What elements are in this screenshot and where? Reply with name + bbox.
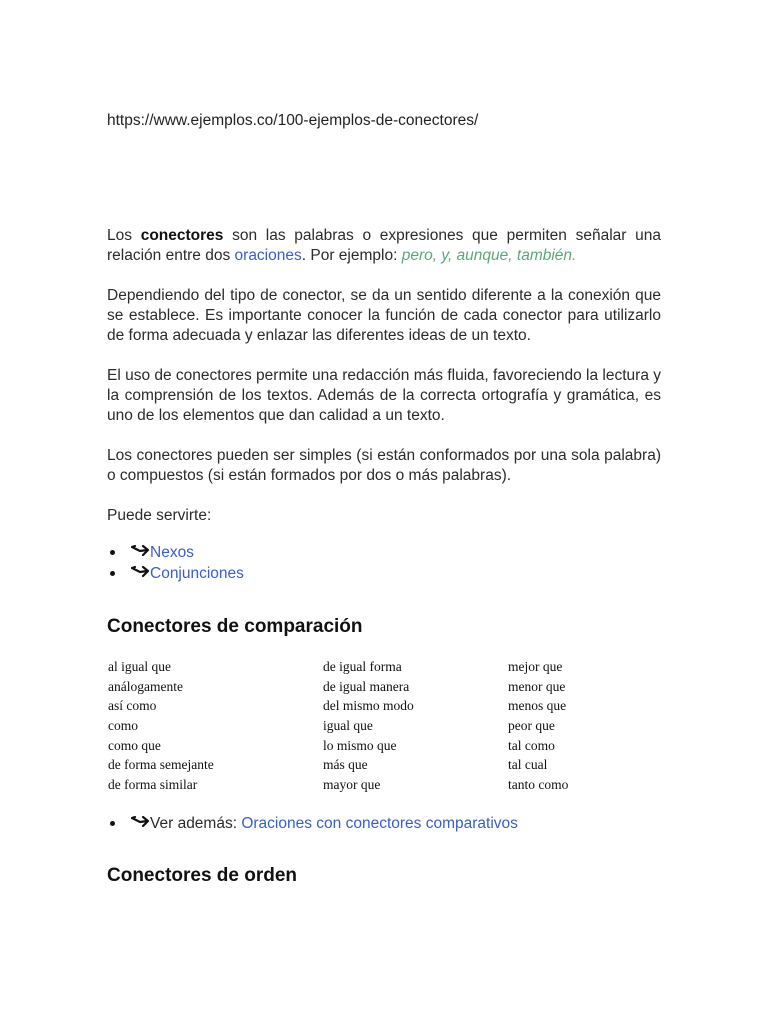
table-row [107, 716, 628, 736]
intro-paragraph [107, 226, 661, 266]
see-also-label: Ver además: [150, 814, 238, 832]
table-row [107, 736, 628, 756]
intro-after-link: . Por ejemplo: [301, 247, 398, 264]
comparative-sentences-link[interactable]: Oraciones con conectores comparativos [241, 814, 518, 832]
table-row [107, 677, 628, 697]
article-body [107, 226, 661, 887]
conjunciones-link[interactable]: Conjunciones [150, 565, 244, 582]
table-cell: así como [108, 698, 157, 714]
table-cell: lo mismo que [323, 737, 397, 753]
table-cell: tanto como [508, 776, 569, 792]
arrow-right-icon [131, 815, 150, 829]
table-cell: menos que [508, 698, 567, 714]
table-cell: más que [323, 757, 368, 773]
arrow-right-icon [131, 544, 150, 558]
section-title-order: Conectores de orden [107, 864, 298, 886]
list-item [131, 542, 661, 563]
table-cell: igual que [323, 717, 373, 733]
table-cell: análogamente [108, 678, 183, 694]
related-label: Puede servirte: [107, 507, 212, 524]
table-row [107, 775, 628, 795]
table-row [107, 755, 628, 775]
table-cell: peor que [508, 717, 555, 733]
section-title-comparison: Conectores de comparación [107, 616, 363, 637]
arrow-right-icon [131, 565, 150, 579]
paragraph-1: Dependiendo del tipo de conector, se da un sentido diferente a la conexión que se establece. Es importante conocer la función de cada conector para utilizarlo de forma adecuada y enlazar las diferentes ideas de un texto. [107, 287, 661, 344]
table-row [107, 657, 628, 677]
intro-lead: Los [107, 227, 132, 244]
nexos-link[interactable]: Nexos [150, 544, 194, 561]
list-item [131, 563, 661, 584]
table-cell: del mismo modo [323, 698, 414, 714]
intro-middle: son las palabras o expresiones que permiten señalar una relación entre dos [107, 227, 661, 264]
table-cell: como [108, 717, 138, 733]
oraciones-link[interactable]: oraciones [234, 247, 302, 264]
paragraph-2: El uso de conectores permite una redacción más fluida, favoreciendo la lectura y la comprensión de los textos. Además de la correcta ortografía y gramática, es uno de los elementos que dan calidad a un texto. [107, 367, 661, 424]
see-also-list [107, 813, 661, 834]
intro-bold-term: conectores [140, 227, 224, 244]
table-row [107, 696, 628, 716]
table-cell: mejor que [508, 658, 563, 674]
table-cell: de igual forma [323, 658, 402, 674]
table-cell: al igual que [108, 658, 171, 674]
table-cell: tal como [508, 737, 555, 753]
table-cell: mayor que [323, 776, 381, 792]
table-cell: de forma similar [108, 776, 198, 792]
table-cell: de igual manera [323, 678, 410, 694]
table-cell: como que [108, 737, 161, 753]
table-cell: tal cual [508, 757, 548, 773]
intro-examples: pero, y, aunque, también. [401, 247, 577, 264]
paragraph-3: Los conectores pueden ser simples (si están conformados por una sola palabra) o compuestos (si están formados por dos o más palabras). [107, 447, 661, 484]
list-item [131, 813, 661, 834]
table-cell: menor que [508, 678, 566, 694]
related-list [107, 542, 661, 584]
table-cell: de forma semejante [108, 757, 214, 773]
comparison-connectors-table [107, 657, 628, 795]
source-url: https://www.ejemplos.co/100-ejemplos-de-conectores/ [107, 112, 479, 129]
